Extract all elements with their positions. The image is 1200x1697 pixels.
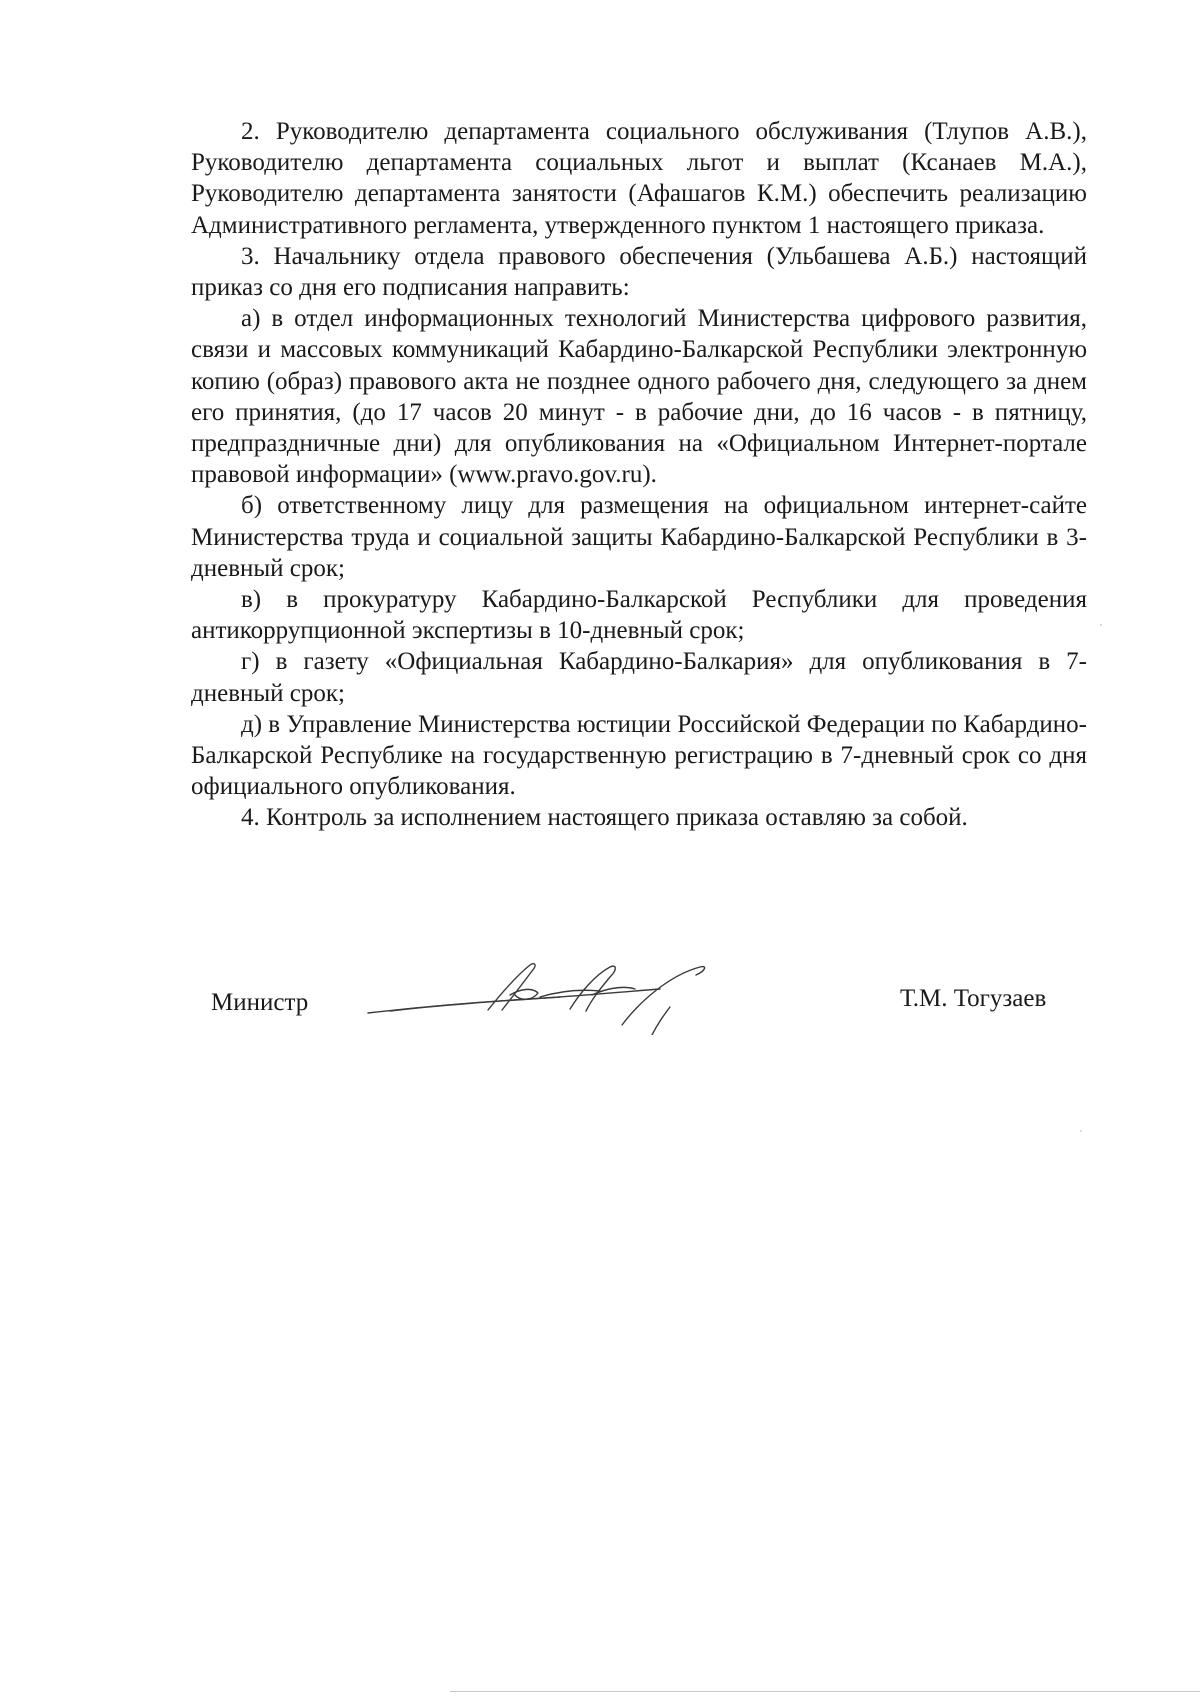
scan-speck bbox=[1080, 1130, 1082, 1132]
signatory-name: Т.М. Тогузаев bbox=[900, 985, 1047, 1012]
signature-strokes bbox=[368, 964, 705, 1035]
paragraph-3d: д) в Управление Министерства юстиции Российской Федерации по Кабардино-Балкарской Республике на государственную регистрацию в 7-дневный срок со дня официального опубликования. bbox=[191, 710, 1087, 801]
paragraph-3g: г) в газету «Официальная Кабардино-Балкария» для опубликования в 7-дневный срок; bbox=[191, 648, 1087, 707]
document-body bbox=[191, 116, 1087, 834]
signature-block bbox=[0, 955, 1200, 1055]
paragraph-3a: а) в отдел информационных технологий Министерства цифрового развития, связи и массовых коммуникаций Кабардино-Балкарской Республики электронную копию (образ) правового акта не позднее одного рабочего дня, следующего за днем его принятия, (до 17 часов 20 минут - в рабочие дни, до 16 часов - в пятницу, предпраздничные дни) для опубликования на «Официальном Интернет-портале правовой информации» (www.pravo.gov.ru). bbox=[191, 305, 1087, 489]
signatory-title: Министр bbox=[211, 989, 309, 1016]
paragraph-3: 3. Начальнику отдела правового обеспечения (Ульбашева А.Б.) настоящий приказ со дня его подписания направить: bbox=[191, 242, 1087, 302]
paragraph-3b: б) ответственному лицу для размещения на официальном интернет-сайте Министерства труда и социальной защиты Кабардино-Балкарской Республики в 3-дневный срок; bbox=[191, 492, 1087, 582]
scan-edge-line bbox=[450, 1691, 1200, 1692]
handwritten-signature bbox=[360, 955, 760, 1035]
paragraph-2: 2. Руководителю департамента социального обслуживания (Тлупов А.В.), Руководителю департамента социальных льгот и выплат (Ксанаев М.А.), Руководителю департамента занятости (Афашагов К.М.) обеспечить реализацию Административного регламента, утвержденного пунктом 1 настоящего приказа. bbox=[191, 118, 1087, 239]
scan-speck bbox=[1100, 624, 1102, 626]
paragraph-4: 4. Контроль за исполнением настоящего приказа оставляю за собой. bbox=[241, 804, 968, 832]
paragraph-3v: в) в прокуратуру Кабардино-Балкарской Республики для проведения антикоррупционной экспертизы в 10-дневный срок; bbox=[191, 586, 1087, 645]
